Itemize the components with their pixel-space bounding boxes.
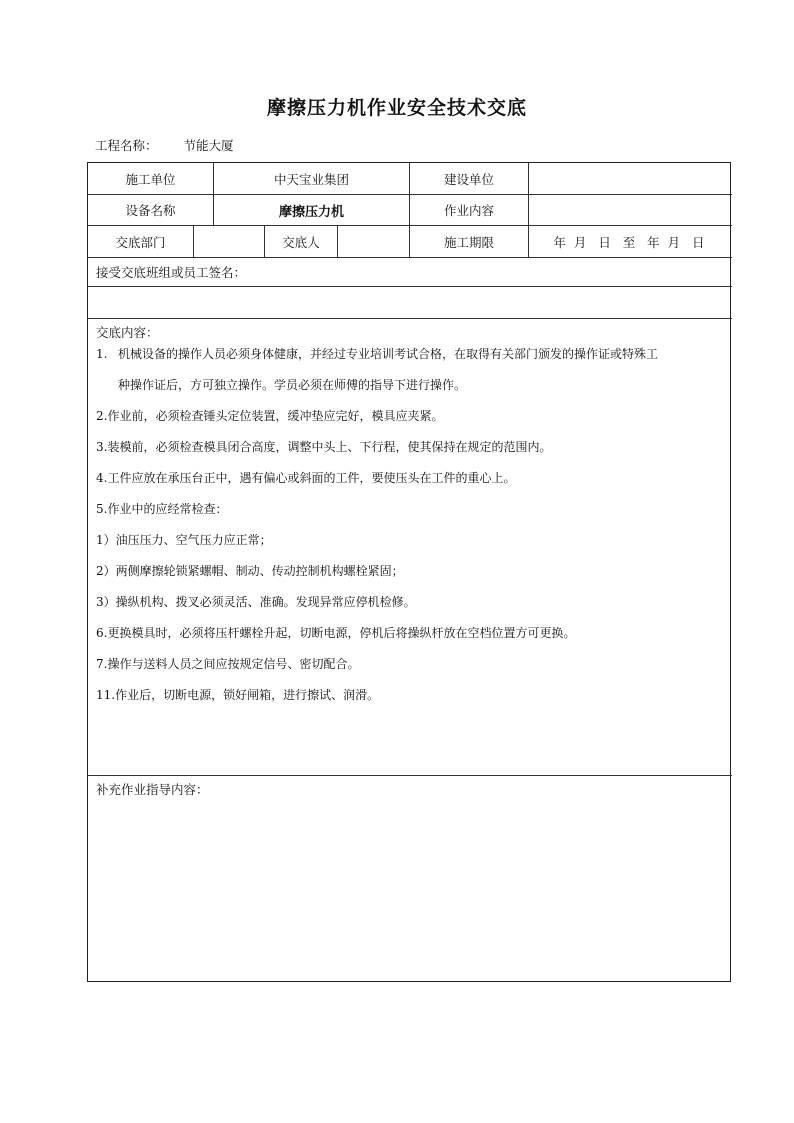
disclosure-dept-value[interactable] xyxy=(194,226,264,257)
supplement-area[interactable] xyxy=(88,799,732,979)
work-content-value[interactable] xyxy=(529,195,729,225)
content-list xyxy=(96,339,724,711)
disclosure-dept-label: 交底部门 xyxy=(115,234,166,250)
signature-area[interactable] xyxy=(88,287,732,318)
list-item: 7.操作与送料人员之间应按规定信号、密切配合。 xyxy=(96,657,360,671)
build-unit-value[interactable] xyxy=(529,163,729,194)
item-number: 1. xyxy=(96,347,108,361)
list-item-continuation: 种操作证后，方可独立操作。学员必须在师傅的指导下进行操作。 xyxy=(118,378,467,392)
row-divider xyxy=(88,257,732,258)
signature-label: 接受交底班组或员工签名： xyxy=(96,265,247,280)
disclosure-table xyxy=(87,162,731,982)
list-item: 3）操纵机构、拨叉必须灵活、准确。发现异常应停机检修。 xyxy=(96,595,416,609)
project-value: 节能大厦 xyxy=(183,138,234,153)
construction-period-label: 施工期限 xyxy=(443,234,494,250)
build-unit-label: 建设单位 xyxy=(443,171,494,187)
list-item: 2）两侧摩擦轮锁紧螺帽、制动、传动控制机构螺栓紧固； xyxy=(96,564,404,578)
discloser-value[interactable] xyxy=(338,226,409,257)
list-item: 4.工件应放在承压台正中，遇有偏心或斜面的工件，要使压头在工件的重心上。 xyxy=(96,471,516,485)
list-item: 11.作业后，切断电源，锁好闸箱，进行擦试、润滑。 xyxy=(96,688,380,702)
list-item: 6.更换模具时，必须将压杆螺栓升起，切断电源，停机后将操纵杆放在空档位置方可更换。 xyxy=(96,626,576,640)
construction-unit-label: 施工单位 xyxy=(125,171,176,187)
construction-unit-value: 中天宝业集团 xyxy=(273,171,349,187)
item-text: 机械设备的操作人员必须身体健康，并经过专业培训考试合格，在取得有关部门颁发的操作证或特殊工 xyxy=(118,347,659,361)
equipment-value: 摩擦压力机 xyxy=(278,204,344,220)
equipment-label: 设备名称 xyxy=(125,203,176,218)
construction-period-value[interactable]: 年 月 日 至 年 月 日 xyxy=(553,234,705,250)
list-item: 5.作业中的应经常检查： xyxy=(96,502,228,516)
work-content-label: 作业内容 xyxy=(443,203,494,218)
list-item: 3.装模前，必须检查模具闭合高度，调整中头上、下行程，使其保持在规定的范围内。 xyxy=(96,440,552,454)
list-item: 1）油压压力、空气压力应正常； xyxy=(96,533,272,547)
discloser-label: 交底人 xyxy=(282,234,320,250)
row-divider xyxy=(88,318,732,319)
supplement-label: 补充作业指导内容： xyxy=(96,782,209,797)
list-item xyxy=(96,339,724,370)
project-line xyxy=(95,136,234,154)
document-title: 摩擦压力机作业安全技术交底 xyxy=(266,97,527,119)
project-label: 工程名称： xyxy=(95,138,158,153)
row-divider xyxy=(88,775,732,776)
list-item: 2.作业前，必须检查锤头定位装置，缓冲垫应完好，模具应夹紧。 xyxy=(96,409,444,423)
content-label: 交底内容： xyxy=(96,325,159,340)
